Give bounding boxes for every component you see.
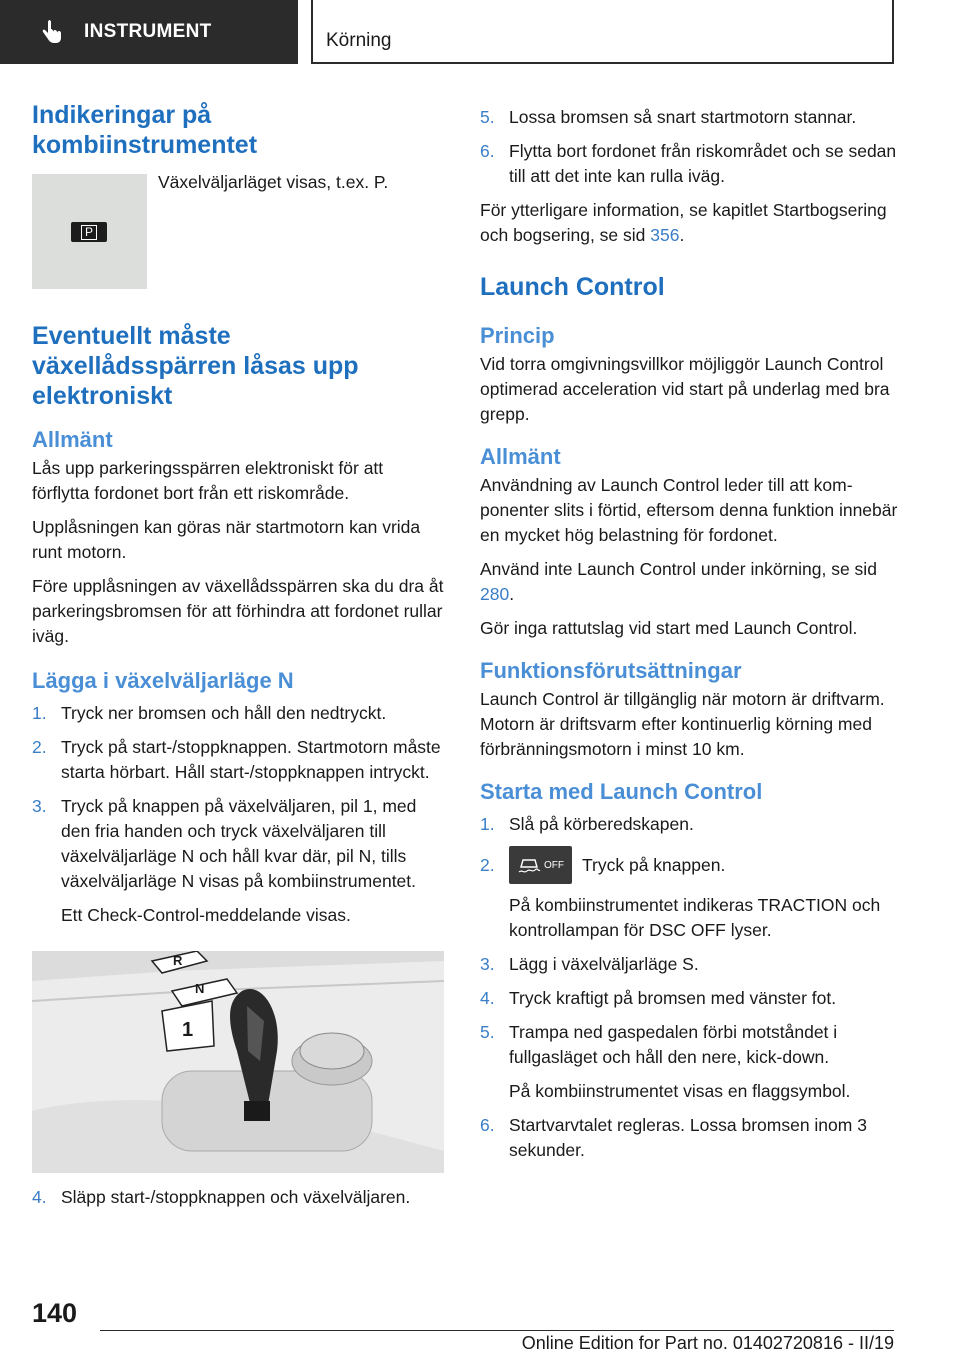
footer-divider: [100, 1330, 894, 1331]
right-column: [480, 105, 898, 1163]
list-item: 3. Tryck på knappen på växelväljaren, pil 1, med den fria handen och tryck växelväljaren till växelväljarläge N och håll kvar där, pil N, tills växelväljarläge N visas på kombiinstrumentet.: [32, 796, 417, 891]
list-item: 5. Trampa ned gaspedalen förbi motståndet i fullgasläget och håll den nere, kick-down.: [480, 1022, 838, 1067]
heading-funktionsforutsattningar: Funktionsförutsättningar: [480, 658, 742, 683]
heading-allmant-left: Allmänt: [32, 427, 113, 452]
chapter-tab-label: INSTRUMENT: [84, 21, 212, 42]
paragraph: Launch Control är tillgänglig när motorn är driftvarm. Motorn är driftsvarm efter kontinuerlig körning med förbränningsmotorn i minst 10 km.: [480, 689, 885, 759]
list-item: 2. OFF Tryck på knappen.: [480, 846, 898, 884]
gear-selector-illustration: [32, 951, 444, 1173]
arrow-label-1: 1: [182, 1019, 194, 1041]
list-item: 2. Tryck på start-/stoppknappen. Startmotorn måste starta hörbart. Håll start-/stoppknappen intryckt.: [32, 737, 441, 782]
paragraph: Upplåsningen kan göras när startmotorn kan vrida runt motorn.: [32, 517, 421, 562]
list-item: 6. Flytta bort fordonet från riskområdet och se sedan till att det inte kan rulla iväg.: [480, 141, 897, 186]
page-link-280[interactable]: 280: [480, 584, 510, 604]
arrow-label-r: R: [173, 953, 183, 968]
heading-starta: Starta med Launch Control: [480, 779, 763, 804]
lc5-note: På kombiinstrumentet visas en flaggsymbol.: [509, 1081, 851, 1101]
chapter-tab[interactable]: [0, 0, 298, 64]
paragraph: Användning av Launch Control leder till att komponenter slits i förtid, eftersom denna funktion innebär en mycket hög belastning för fordonet.: [480, 475, 898, 545]
paragraph: Gör inga rattutslag vid start med Launch Control.: [480, 618, 858, 638]
left-column: [32, 100, 444, 1210]
heading-lagga: Lägga i växelväljarläge N: [32, 668, 294, 693]
list-item: 4. Släpp start-/stoppknappen och växelväljaren.: [32, 1187, 411, 1207]
page-number: 140: [32, 1298, 78, 1328]
touch-hand-icon: [38, 19, 64, 45]
heading-princip: Princip: [480, 323, 555, 348]
heading-launch-control: Launch Control: [480, 273, 665, 301]
gear-display-image: [32, 174, 147, 289]
list-item: 1. Tryck ner bromsen och håll den nedtryckt.: [32, 703, 387, 723]
paragraph: Vid torra omgivningsvillkor möjliggör Launch Control optimerad acceleration vid start på underlag med bra grepp.: [480, 354, 890, 424]
list-item: 6. Startvarvtalet regleras. Lossa bromsen inom 3 sekunder.: [480, 1115, 867, 1160]
lc2-note: På kombiinstrumentet indikeras TRACTION och kontrollampan för DSC OFF lyser.: [509, 895, 881, 940]
edition-text: Online Edition for Part no. 01402720816 - II/19: [521, 1333, 894, 1353]
section-header: [311, 0, 894, 64]
gear-caption: Växelväljarläget visas, t.ex. P.: [158, 172, 389, 192]
list-item: 5. Lossa bromsen så snart startmotorn stannar.: [480, 107, 857, 127]
heading-indikeringar: Indikeringar på kombiinstrumentet: [32, 101, 258, 159]
list-item: 3. Lägg i växelväljarläge S.: [480, 954, 699, 974]
paragraph: Före upplåsningen av växellådsspärren ska du dra åt parkeringsbromsen för att förhindra att fordonet rullar iväg.: [32, 576, 444, 646]
list-item: 4. Tryck kraftigt på bromsen med vänster fot.: [480, 988, 837, 1008]
step3-note: Ett Check-Control-meddelande visas.: [61, 905, 351, 925]
heading-allmant-right: Allmänt: [480, 444, 561, 469]
more-info: För ytterligare information, se kapitlet Startbogsering och bogsering, se sid 356.: [480, 200, 887, 245]
section-title: Körning: [326, 30, 392, 51]
paragraph: Lås upp parkeringsspärren elektroniskt för att förflytta fordonet bort från ett riskområde.: [32, 458, 384, 503]
page-link-356[interactable]: 356: [650, 225, 680, 245]
arrow-label-n: N: [195, 981, 205, 996]
heading-eventuellt: Eventuellt måste växellådsspärren låsas upp elektroniskt: [32, 322, 359, 410]
paragraph: Använd inte Launch Control under inkörning, se sid 280.: [480, 559, 877, 604]
dsc-off-button-icon: OFF: [509, 846, 572, 884]
gear-indicator-p: P: [71, 222, 107, 242]
list-item: 1. Slå på körberedskapen.: [480, 814, 694, 834]
